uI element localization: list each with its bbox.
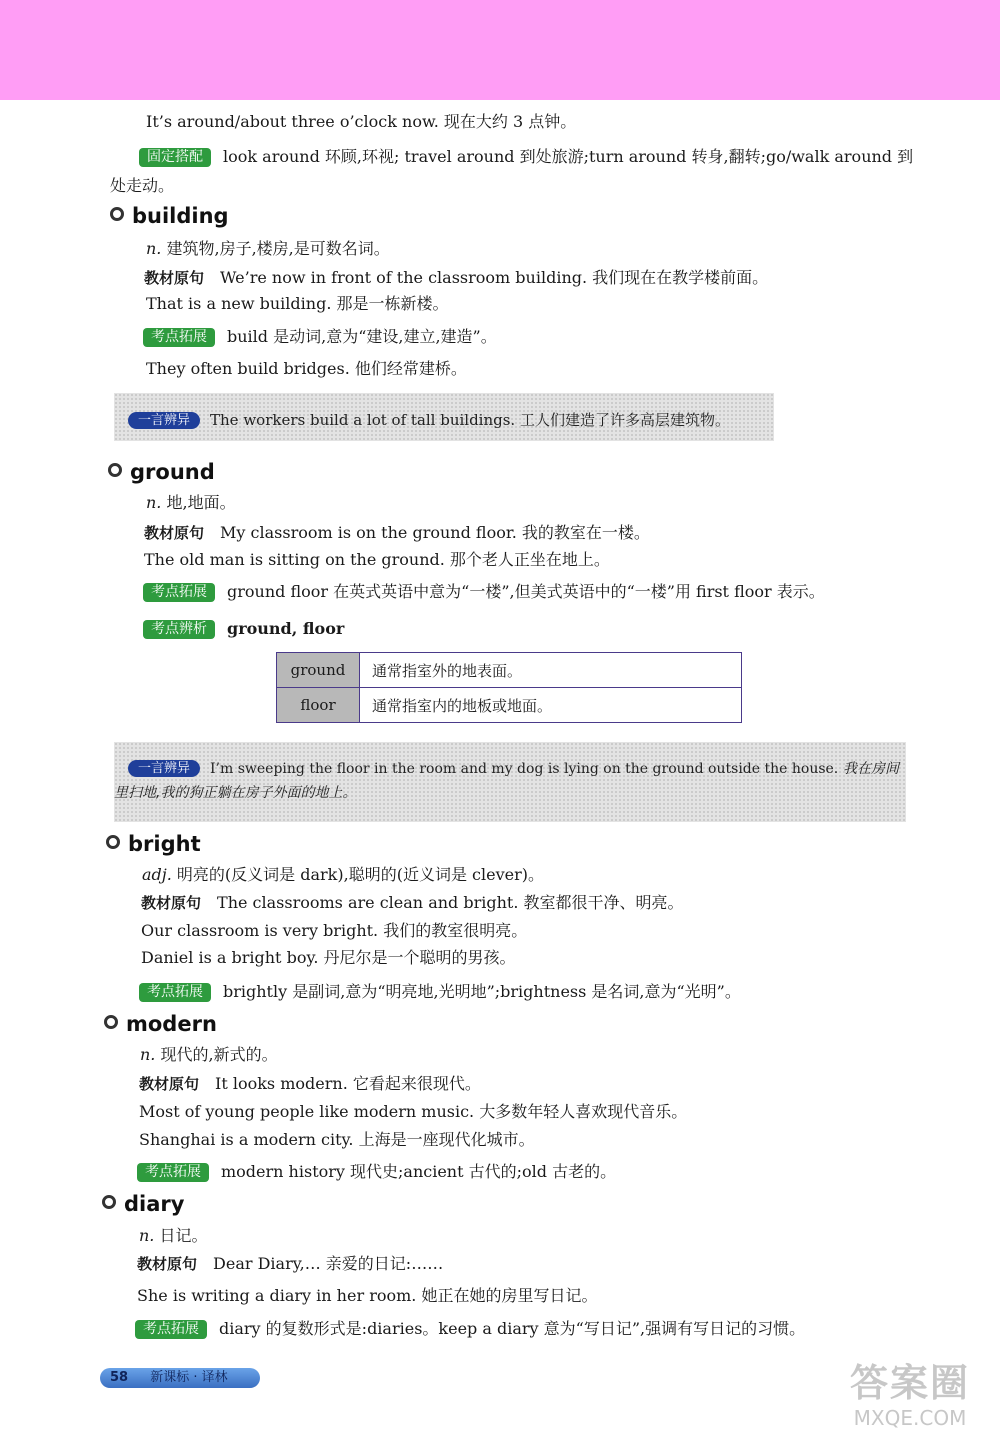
bright-definition: adj. 明亮的(反义词是 dark),聪明的(近义词是 clever)。 [142, 865, 544, 884]
page-footer [100, 1368, 260, 1388]
bullet-icon [106, 835, 120, 849]
collocation-tag: 固定搭配 [139, 148, 211, 167]
building-source: 教材原句 We’re now in front of the classroom building. 我们现在在教学楼前面。 [144, 268, 769, 287]
building-example-2: They often build bridges. 他们经常建桥。 [146, 359, 467, 378]
building-extension: 考点拓展 build 是动词,意为“建设,建立,建造”。 [143, 326, 497, 348]
bullet-icon [102, 1195, 116, 1209]
diary-source: 教材原句 Dear Diary,… 亲爱的日记:…… [137, 1254, 444, 1273]
modern-definition: n. 现代的,新式的。 [140, 1045, 278, 1064]
extension-tag: 考点拓展 [135, 1320, 207, 1339]
entry-heading-bright: bright [106, 830, 201, 858]
bright-example-1: Our classroom is very bright. 我们的教室很明亮。 [141, 921, 528, 940]
modern-extension: 考点拓展 modern history 现代史;ancient 古代的;old 古老的。 [137, 1161, 616, 1183]
ground-analysis: 考点辨析 ground, floor [143, 618, 344, 640]
note-tag: 一言辨异 [128, 412, 200, 429]
bright-source: 教材原句 The classrooms are clean and bright. 教室都很干净、明亮。 [141, 893, 684, 912]
ground-floor-table [276, 652, 742, 723]
table-term: floor [277, 688, 360, 723]
entry-heading-ground: ground [108, 458, 215, 486]
building-definition: n. 建筑物,房子,楼房,是可数名词。 [146, 239, 390, 258]
table-meaning: 通常指室内的地板或地面。 [360, 688, 742, 723]
ground-extension: 考点拓展 ground floor 在英式英语中意为“一楼”,但美式英语中的“一楼”用 first floor 表示。 [143, 581, 825, 603]
bright-example-2: Daniel is a bright boy. 丹尼尔是一个聪明的男孩。 [141, 948, 516, 967]
bullet-icon [110, 207, 124, 221]
page-number: 58 [110, 1370, 129, 1385]
entry-heading-diary: diary [102, 1190, 184, 1218]
entry-heading-building: building [110, 202, 229, 230]
footer-label: 新课标 · 译林 [150, 1370, 228, 1385]
modern-source: 教材原句 It looks modern. 它看起来很现代。 [139, 1074, 481, 1093]
building-note: 一言辨异 The workers build a lot of tall buildings. 工人们建造了许多高层建筑物。 [128, 408, 730, 432]
ground-note: 一言辨异 I’m sweeping the floor in the room and my dog is lying on the ground outside the house. 我在房间 里扫地,我的狗正躺在房子外面的地上。 [114, 761, 900, 801]
around-collocation-cont: 处走动。 [110, 176, 175, 195]
note-tag: 一言辨异 [128, 760, 200, 777]
around-example: It’s around/about three o’clock now. 现在大约 3 点钟。 [146, 112, 577, 131]
extension-tag: 考点拓展 [139, 983, 211, 1002]
entry-heading-modern: modern [104, 1010, 217, 1038]
table-row [277, 653, 742, 688]
modern-example-2: Shanghai is a modern city. 上海是一座现代化城市。 [139, 1130, 535, 1149]
diary-definition: n. 日记。 [139, 1226, 208, 1245]
bright-extension: 考点拓展 brightly 是副词,意为“明亮地,光明地”;brightness 是名词,意为“光明”。 [139, 981, 741, 1003]
top-color-band [0, 0, 1000, 100]
bullet-icon [108, 463, 122, 477]
modern-example-1: Most of young people like modern music. 大多数年轻人喜欢现代音乐。 [139, 1102, 688, 1121]
table-row [277, 688, 742, 723]
watermark: 答案圈 MXQE.COM [849, 1361, 970, 1430]
building-example-1: That is a new building. 那是一栋新楼。 [146, 294, 449, 313]
bullet-icon [104, 1015, 118, 1029]
extension-tag: 考点拓展 [137, 1163, 209, 1182]
ground-example-1: The old man is sitting on the ground. 那个老人正坐在地上。 [144, 550, 610, 569]
extension-tag: 考点拓展 [143, 328, 215, 347]
ground-definition: n. 地,地面。 [146, 493, 236, 512]
analysis-tag: 考点辨析 [143, 620, 215, 639]
ground-source: 教材原句 My classroom is on the ground floor. 我的教室在一楼。 [144, 523, 650, 542]
extension-tag: 考点拓展 [143, 583, 215, 602]
diary-extension: 考点拓展 diary 的复数形式是:diaries。keep a diary 意为“写日记”,强调有写日记的习惯。 [135, 1318, 805, 1340]
table-meaning: 通常指室外的地表面。 [360, 653, 742, 688]
around-collocation: 固定搭配 look around 环顾,环视; travel around 到处旅游;turn around 转身,翻转;go/walk around 到 [139, 146, 913, 168]
table-term: ground [277, 653, 360, 688]
diary-example-1: She is writing a diary in her room. 她正在她的房里写日记。 [137, 1286, 598, 1305]
